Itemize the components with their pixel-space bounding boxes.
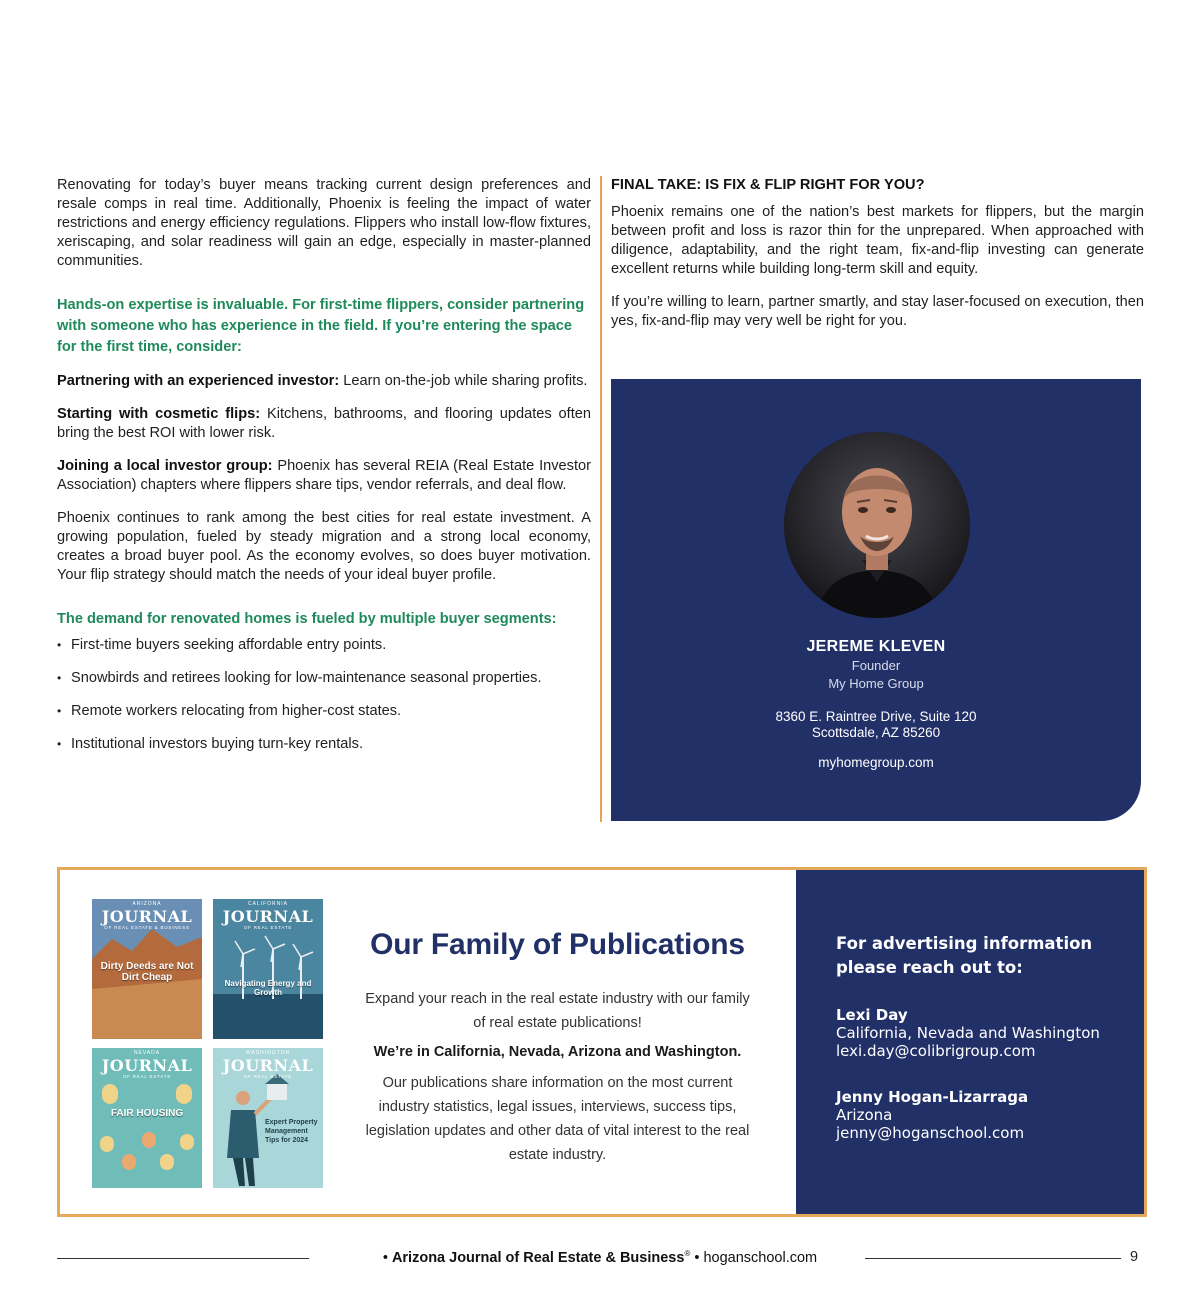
right-column <box>611 176 1144 345</box>
page-number: 9 <box>1130 1249 1139 1265</box>
expertise-heading: Hands-on expertise is invaluable. For first-time flippers, consider partnering with someone who has experience in the field. If you’re entering the space for the first time, consider: <box>57 297 585 355</box>
author-address-line2: Scottsdale, AZ 85260 <box>811 725 941 740</box>
final-take-heading: FINAL TAKE: IS FIX & FLIP RIGHT FOR YOU? <box>611 177 925 193</box>
advertising-panel <box>796 870 1144 1214</box>
footer <box>300 1249 900 1266</box>
contact-region: Arizona <box>836 1106 893 1124</box>
author-title: Founder <box>851 658 901 673</box>
author-photo <box>784 432 970 618</box>
column-divider <box>600 176 602 822</box>
list-item: • Snowbirds and retirees looking for low-maintenance seasonal properties. <box>57 669 591 688</box>
cover-masthead: JOURNAL <box>222 1056 314 1075</box>
list-item: • First-time buyers seeking affordable entry points. <box>57 636 591 655</box>
list-item: • Remote workers relocating from higher-cost states. <box>57 702 591 721</box>
cover-state: NEVADA <box>133 1050 161 1056</box>
tip-text: Learn on-the-job while sharing profits. <box>339 373 588 389</box>
tip-label: Partnering with an experienced investor: <box>57 373 340 389</box>
publications-description: Expand your reach in the real estate industry with our family of real estate publications! <box>365 991 750 1031</box>
cover-headline: Dirty Deeds are Not Dirt Cheap <box>100 961 194 983</box>
cover-headline: FAIR HOUSING <box>110 1108 184 1119</box>
contact-card <box>836 1088 1028 1142</box>
author-name: JEREME KLEVEN <box>806 638 946 655</box>
tip-paragraph <box>57 405 591 443</box>
cover-subtitle: OF REAL ESTATE & BUSINESS <box>104 925 190 930</box>
final-take-paragraph: If you’re willing to learn, partner smartly, and stay laser-focused on execution, then yes, fix-and-flip may very well be right for you. <box>611 294 1144 329</box>
left-column <box>57 176 591 768</box>
intro-paragraph: Renovating for today’s buyer means tracking current design preferences and resale comps in real time. Additionally, Phoenix is feeling the impact of water restrictions and energy efficiency regulations. Flippers who install low-flow fixtures, xeriscaping, and solar readiness will gain an edge, especially in master-planned communities. <box>57 177 591 269</box>
tip-text: Kitchens, bathrooms, and flooring updates often bring the best ROI with lower risk. <box>57 406 592 441</box>
contact-card <box>836 1006 1100 1060</box>
author-company: My Home Group <box>828 676 924 691</box>
registered-mark: ® <box>684 1249 691 1258</box>
final-take-paragraph: Phoenix remains one of the nation’s best markets for flippers, but the margin between profit and loss is razor thin for the unprepared. When approached with diligence, adaptability, and the right team, fix-and-flip investing can generate excellent returns while building long-term skill and equity. <box>611 204 1144 277</box>
footer-journal-name: Arizona Journal of Real Estate & Business <box>391 1249 685 1266</box>
cover-masthead: JOURNAL <box>101 1056 193 1075</box>
demand-heading: The demand for renovated homes is fueled by multiple buyer segments: <box>57 611 557 627</box>
list-item: • Institutional investors buying turn-key rentals. <box>57 735 591 754</box>
cover-subtitle: OF REAL ESTATE <box>243 1074 293 1079</box>
cover-masthead: JOURNAL <box>101 907 193 926</box>
cover-subtitle: OF REAL ESTATE <box>243 925 293 930</box>
contact-email[interactable]: lexi.day@colibrigroup.com <box>836 1042 1036 1060</box>
contact-name: Jenny Hogan-Lizarraga <box>836 1088 1029 1106</box>
cover-state: CALIFORNIA <box>247 901 288 907</box>
author-website[interactable]: myhomegroup.com <box>818 755 934 770</box>
footer-rule-left <box>57 1258 309 1259</box>
market-paragraph: Phoenix continues to rank among the best cities for real estate investment. A growing population, fueled by steady migration and a strong local economy, creates a broad buyer pool. As the economy evolves, so does buyer motivation. Your flip strategy should match the needs of your ideal buyer profile. <box>57 510 591 583</box>
cover-nevada <box>92 1048 202 1188</box>
cover-state: ARIZONA <box>132 901 162 907</box>
cover-arizona <box>92 899 202 1039</box>
tip-label: Starting with cosmetic flips: <box>57 406 261 422</box>
footer-bullet: • <box>382 1249 388 1266</box>
author-card <box>611 379 1141 821</box>
publications-info: Our publications share information on the most current industry statistics, legal issues, interviews, success tips, legislation updates and other data of vital interest to the real estate industry. <box>365 1075 750 1163</box>
footer-rule-right <box>865 1258 1121 1259</box>
publications-title: Our Family of Publications <box>370 928 745 961</box>
cover-washington <box>213 1048 323 1188</box>
tip-text: Phoenix has several REIA (Real Estate Investor Association) chapters where flippers share tips, vendor referrals, and deal flow. <box>57 458 591 493</box>
contact-name: Lexi Day <box>836 1006 908 1024</box>
cover-subtitle: OF REAL ESTATE <box>122 1074 172 1079</box>
author-address-line1: 8360 E. Raintree Drive, Suite 120 <box>775 709 977 724</box>
cover-california <box>213 899 323 1039</box>
cover-headline: Navigating Energy and Growth <box>224 979 312 997</box>
tip-paragraph <box>57 372 591 391</box>
cover-masthead: JOURNAL <box>222 907 314 926</box>
advertising-heading: For advertising information please reach out to: <box>836 934 1093 977</box>
cover-state: WASHINGTON <box>245 1050 291 1056</box>
contact-email[interactable]: jenny@hoganschool.com <box>836 1124 1025 1142</box>
contact-region: California, Nevada and Washington <box>836 1024 1100 1042</box>
tip-label: Joining a local investor group: <box>57 458 273 474</box>
footer-website[interactable]: hoganschool.com <box>703 1249 818 1266</box>
cover-headline: Expert Property Management Tips for 2024 <box>265 1119 318 1144</box>
tip-paragraph <box>57 457 591 495</box>
segment-list <box>57 636 591 754</box>
publications-ad <box>57 867 1147 1217</box>
publications-states: We’re in California, Nevada, Arizona and Washington. <box>373 1044 742 1060</box>
footer-bullet: • <box>694 1249 700 1266</box>
